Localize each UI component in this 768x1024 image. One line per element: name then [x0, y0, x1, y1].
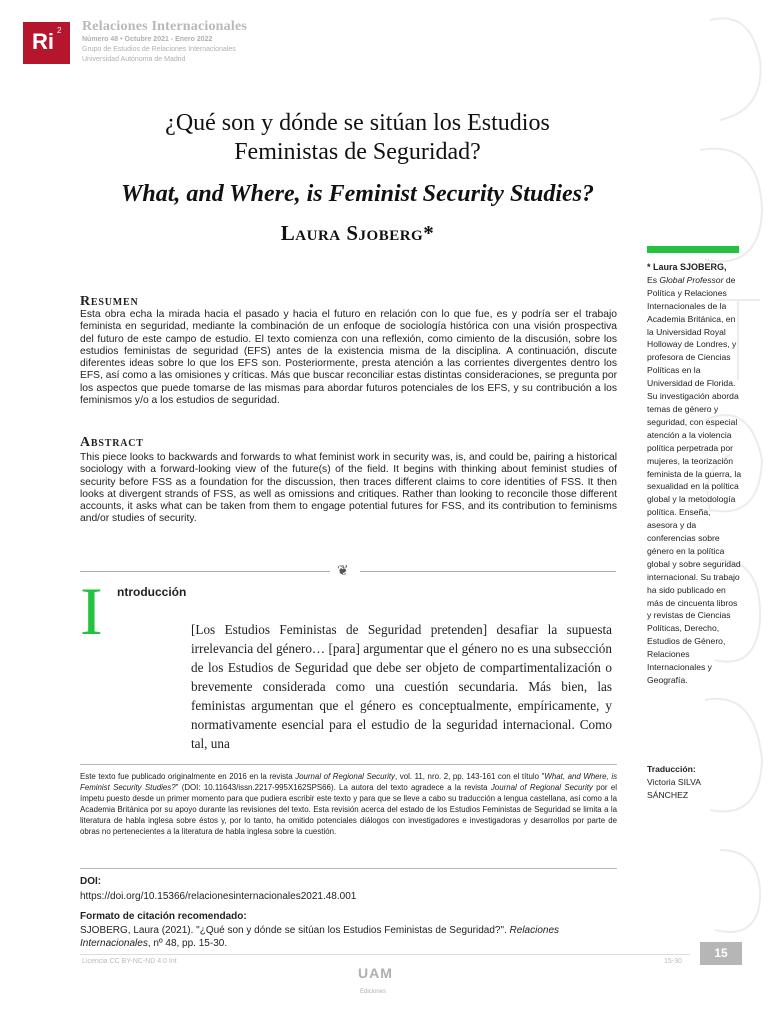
- fn-part2: , vol. 11, nro. 2, pp. 143-161 con el título ": [395, 772, 545, 781]
- publisher-logo: UAM: [358, 965, 393, 981]
- publisher-sub: Ediciones: [359, 989, 386, 995]
- doi-label: DOI:: [80, 876, 102, 887]
- resumen-heading: Resumen: [80, 294, 139, 309]
- intro-quote: [Los Estudios Feministas de Seguridad pretenden] desafiar la supuesta irrelevancia del género… [para] argumentar que el género no es una subsección de los Estudios de Seguridad que debe ser objeto de compartimentalización o brevemente considerada como una cuestión secundaria. Más bien, las feministas argumentan que el género es conceptualmente, empíricamente, y normativamente esencial para el estudio de la seguridad internacional. Como tal, una: [191, 622, 612, 751]
- article-title-spanish: [80, 109, 635, 167]
- fn-part4: por el ímpetu puesto desde un primer momento para que pudiera escribir este texto y para que se lleve a cabo su traducción a lengua castellana, así como a la Academia Británica por su apoyo durante las revisiones del texto. Esta revisión acerca del estado de los Estudios Feministas de Seguridad se limita a la literatura de habla inglesa sobre éstos y, por lo tanto, ha omitido potenciales diálogos con investigadores e investigadoras y desarrollos por parte de obras no pertenecientes a la literatura de habla inglesa sobre la cuestión.: [80, 783, 617, 836]
- page-number: 15: [700, 942, 742, 965]
- footnote-rule: [80, 764, 617, 765]
- issue-info: Número 48 • Octubre 2021 - Enero 2022: [82, 36, 213, 43]
- research-group: Grupo de Estudios de Relaciones Internacionales: [82, 46, 236, 53]
- divider-left: [80, 571, 330, 572]
- translator-name: Victoria SILVA SÁNCHEZ: [647, 776, 701, 800]
- title-line-1: ¿Qué son y dónde se sitúan los Estudios: [165, 110, 550, 136]
- bio-role: Global Professor: [659, 274, 724, 285]
- page-range: 15-30: [664, 958, 682, 965]
- author-bio: [647, 261, 743, 687]
- logo-superscript: 2: [57, 26, 62, 35]
- footer-rule: [80, 954, 690, 955]
- bio-name: * Laura SJOBERG,: [647, 262, 727, 272]
- journal-logo: [23, 22, 70, 64]
- fn-journal1: Journal of Regional Security: [295, 772, 395, 781]
- bio-text: de Política y Relaciones Internacionales de la Academia Británica, en la Universidad Royal Holloway de Londres, y profesora de Ciencias Políticas en la Universidad de Florida. Su investigación aborda temas de género y seguridad, con especial atención a la violencia política perpetrada por mujeres, la teorización feminista de la guerra, la sexualidad en la política global y la metodología política. Enseña, asesora y da conferencias sobre género en la política global y sobre seguridad internacional. Su trabajo ha sido publicado en más de cincuenta libros y revistas de Ciencias Políticas, Derecho, Estudios de Género, Relaciones Internacionales y Geografía.: [647, 274, 742, 685]
- doi-rule: [80, 868, 617, 869]
- footnote: [80, 771, 617, 837]
- abstract-text: This piece looks to backwards and forwards to what feminist work in security was, is, and could be, pairing a historical sociology with a forward-looking view of the future(s) of the field. It begins with thinking about feminist studies of security before FSS as a foundation for the discussion, then traces different claims to core identities of FSS. It then looks at divergent strands of FSS, as well as omissions and critiques. Rather than looking to reconcile those different accounts, it asks what can be taken from them to engage potential futures for FSS, and its contribution to feminisms and/or studies of security.: [80, 452, 617, 525]
- logo-text: Ri: [32, 29, 54, 54]
- journal-name: Relaciones Internacionales: [82, 19, 248, 34]
- citation-text: [80, 924, 617, 950]
- article-title-english: What, and Where, is Feminist Security Studies?: [121, 181, 594, 207]
- resumen-text: Esta obra echa la mirada hacia el pasado y hacia el futuro en relación con lo que fue, es y podría ser el trabajo feminista en seguridad, mediante la combinación de un enfoque de sociología histórica con una visión prospectiva del futuro de este campo de estudio. El texto comienza con una reflexión, como cimiento de la discusión, sobre los estudios feministas de seguridad (EFS) antes de la existencia misma de la disciplina. A continuación, discute diferentes ideas sobre lo que los EFS son. Posteriormente, presta atención a las corrientes divergentes dentro los EFS, así como a las omisiones y críticas. Más que buscar reconciliar estas distintas consideraciones, se pregunta por los aspectos que puede tomarse de las mismas para abordar futuros potenciales de los EFS, y su contribución a los feminismos y/o a los estudios de seguridad.: [80, 309, 617, 407]
- doi-link[interactable]: https://doi.org/10.15366/relacionesinternacionales2021.48.001: [80, 891, 357, 902]
- fn-orig-title: What, and Where, is Feminist Security Studies?: [80, 772, 618, 792]
- license-text: Licencia CC BY-NC-ND 4.0 Int: [82, 958, 177, 965]
- fn-journal2: Journal of Regional Security: [490, 783, 593, 792]
- translation-credit: [647, 763, 743, 802]
- citation-label: Formato de citación recomendado:: [80, 911, 247, 922]
- citation-main: SJOBERG, Laura (2021). "¿Qué son y dónde se sitúan los Estudios Feministas de Seguridad?".: [80, 925, 510, 936]
- fn-part3: " (DOI: 10.11643/issn.2217-995X162SPS66). La autora del texto agradece a la revista: [175, 783, 491, 792]
- sidebar-accent-bar: [647, 246, 739, 253]
- translation-label: Traducción:: [647, 764, 696, 774]
- fn-part1: Este texto fue publicado originalmente en 2016 en la revista: [80, 772, 296, 781]
- author-name: Laura Sjoberg*: [280, 221, 435, 245]
- bio-prefix: Es: [647, 274, 660, 285]
- university: Universidad Autónoma de Madrid: [82, 56, 186, 63]
- ornament-icon: ❦: [337, 562, 349, 578]
- abstract-heading: Abstract: [80, 435, 144, 450]
- divider-right: [360, 571, 616, 572]
- title-line-2: Feministas de Seguridad?: [234, 139, 481, 165]
- drop-cap: I: [80, 573, 103, 649]
- citation-rest: , nº 48, pp. 15-30.: [147, 938, 228, 949]
- citation-journal: Relaciones Internacionales: [80, 925, 560, 949]
- intro-heading: ntroducción: [117, 585, 187, 599]
